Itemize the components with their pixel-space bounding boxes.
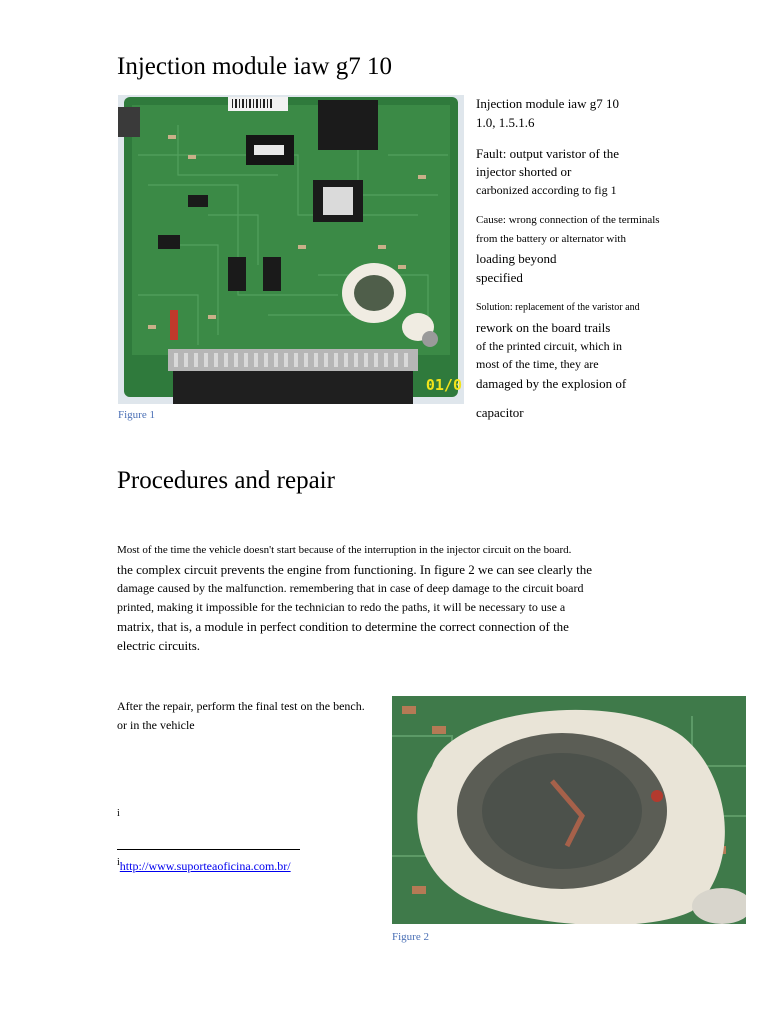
body-paragraph-line: matrix, that is, a module in perfect condition to determine the correct connection of the — [117, 619, 569, 634]
sidebar-solution-line: most of the time, they are — [476, 357, 599, 371]
sidebar-fault-line: Fault: output varistor of the — [476, 146, 619, 161]
sidebar-solution-line: damaged by the explosion of — [476, 376, 627, 391]
burnt-varistor-closeup — [392, 696, 746, 924]
footnote-separator — [117, 849, 300, 850]
figure-1-image — [118, 95, 464, 404]
footnote — [117, 857, 291, 874]
after-repair-line: After the repair, perform the final test on the bench. — [117, 699, 365, 713]
sidebar-module-name: Injection module iaw g7 10 — [476, 96, 619, 111]
sidebar-cause-line: loading beyond — [476, 251, 557, 266]
body-paragraph-line: electric circuits. — [117, 638, 201, 653]
footnote-link[interactable]: http://www.suporteaoficina.com.br/ — [119, 859, 291, 873]
sidebar-cause-line: Cause: wrong connection of the terminals — [476, 214, 660, 226]
sidebar-solution-line: of the printed circuit, which in — [476, 339, 622, 353]
sidebar-solution-line: capacitor — [476, 405, 524, 420]
body-paragraph-line: damage caused by the malfunction. remembering that in case of deep damage to the circuit board — [117, 581, 584, 595]
sidebar-cause-line: specified — [476, 270, 523, 285]
sidebar-solution-line: rework on the board trails — [476, 320, 611, 335]
page-title: Injection module iaw g7 10 — [117, 53, 392, 80]
body-paragraph-line: Most of the time the vehicle doesn't start because of the interruption in the injector circuit on the board. — [117, 544, 572, 556]
figure-1-caption: Figure 1 — [118, 409, 155, 421]
sidebar-solution-line: Solution: replacement of the varistor and — [476, 302, 640, 313]
figure-2-image — [392, 696, 746, 924]
footnote-marker: i — [117, 808, 120, 819]
circuit-board-illustration — [118, 95, 464, 404]
photo-date-stamp: 01/0 — [425, 376, 462, 394]
sidebar-fault-line: injector shorted or — [476, 164, 572, 179]
figure-2-caption: Figure 2 — [392, 931, 429, 943]
sidebar-cause-line: from the battery or alternator with — [476, 233, 626, 245]
footnote-ref: i — [117, 857, 120, 868]
body-paragraph-line: printed, making it impossible for the technician to redo the paths, it will be necessary to use a — [117, 600, 566, 614]
sidebar-fault-line: carbonized according to fig 1 — [476, 183, 617, 197]
body-paragraph-line: the complex circuit prevents the engine from functioning. In figure 2 we can see clearly the — [117, 562, 593, 577]
section-heading: Procedures and repair — [117, 467, 335, 494]
sidebar-versions: 1.0, 1.5.1.6 — [476, 115, 535, 130]
after-repair-line: or in the vehicle — [117, 718, 195, 732]
